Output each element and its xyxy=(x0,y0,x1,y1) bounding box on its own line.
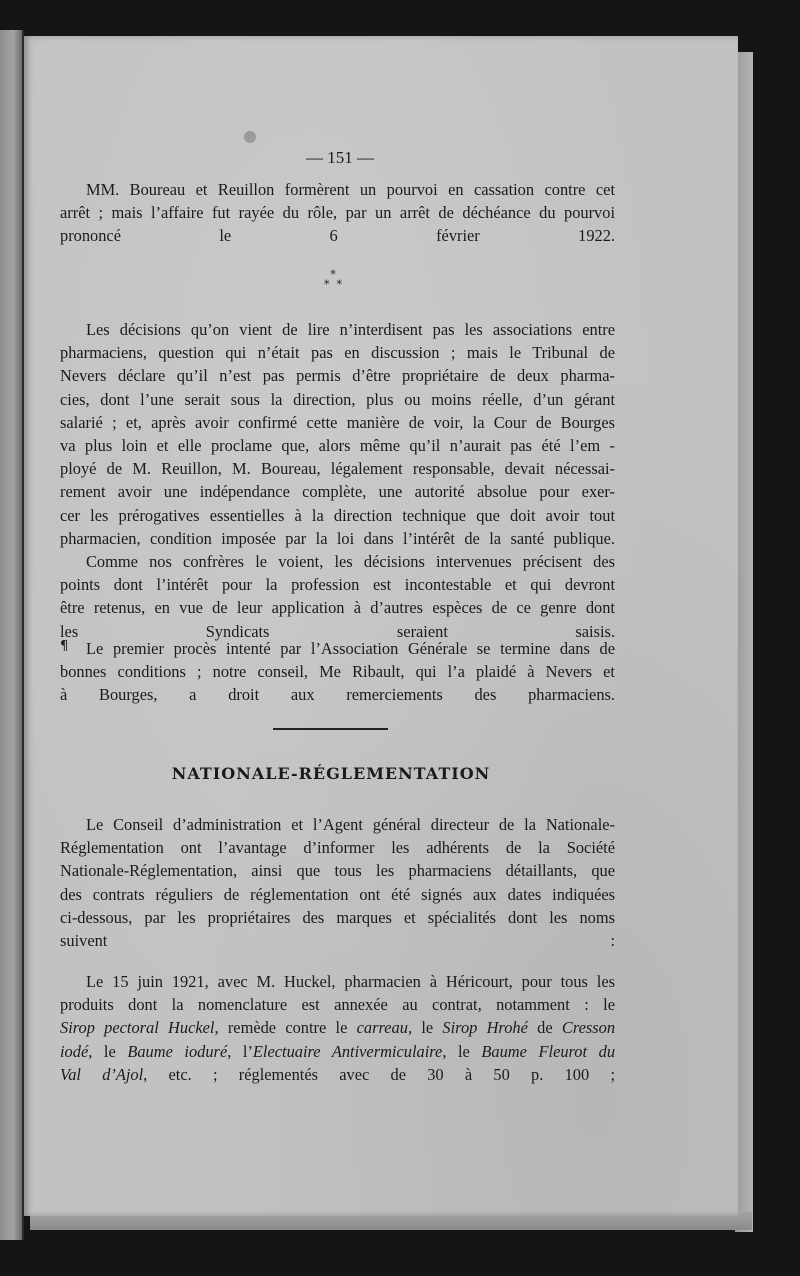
product-name: Cresson xyxy=(561,1018,616,1038)
facing-page-edge xyxy=(0,30,24,1240)
text-line: à Bourges, a droit aux remerciements des pharmaciens. xyxy=(60,685,615,705)
page-number: — 151 — xyxy=(306,148,374,167)
text-line: Réglementation ont l’avantage d’informer les adhérents de la Société xyxy=(60,838,615,858)
text-line: rement avoir une indépendance complète, une autorité absolue pour exer- xyxy=(60,482,615,502)
text-line: ci-dessous, par les propriétaires des marques et spécialités dont les noms xyxy=(60,907,615,927)
paragraph-premier-proces xyxy=(60,637,615,707)
product-name: carreau xyxy=(356,1018,408,1038)
text-run: , le xyxy=(407,1018,443,1038)
product-name: Electuaire Antivermiculaire xyxy=(252,1041,443,1061)
text-run: , le xyxy=(442,1041,482,1061)
paragraph-conseil xyxy=(60,813,615,952)
text-run: de xyxy=(527,1018,562,1038)
text-line: pharmacien, condition imposée par la loi dans l’intérêt de la santé publique. xyxy=(60,528,615,548)
product-name: Sirop Hrohé xyxy=(442,1018,528,1038)
text-line: ployé de M. Reuillon, M. Boureau, légalement responsable, devait nécessai- xyxy=(60,459,615,479)
text-line: salarié ; et, après avoir confirmé cette manière de voir, la Cour de Bourges xyxy=(60,412,615,432)
text-line: points dont l’intérêt pour la profession est incontestable et qui devront xyxy=(60,575,615,595)
text-run: , l’ xyxy=(227,1041,253,1061)
product-name: Baume ioduré xyxy=(127,1041,228,1061)
text-line: Nevers déclare qu’il n’est pas permis d’être propriétaire de deux pharma- xyxy=(60,366,615,386)
text-line: pharmaciens, question qui n’était pas en discussion ; mais le Tribunal de xyxy=(60,343,615,363)
pilcrow-mark: ¶ xyxy=(60,639,69,654)
section-divider xyxy=(273,728,388,730)
paper-stain xyxy=(244,131,256,143)
text-line: Le Conseil d’administration et l’Agent général directeur de la Nationale- xyxy=(86,815,615,834)
paragraph-confreres xyxy=(60,550,615,643)
text-line: MM. Boureau et Reuillon formèrent un pourvoi en cassation contre cet xyxy=(86,180,615,199)
text-line: Le 15 juin 1921, avec M. Huckel, pharmacien à Héricourt, pour tous les xyxy=(86,972,615,991)
product-name: Val d’Ajol xyxy=(60,1064,144,1084)
product-name: Baume Fleurot du xyxy=(481,1041,616,1061)
text-run: , etc. ; réglementés avec de 30 à 50 p. 100 ; xyxy=(143,1064,615,1084)
text-line xyxy=(60,1016,615,1039)
paragraph-decisions xyxy=(60,318,615,550)
text-line: Nationale-Réglementation, ainsi que tous les pharmaciens détaillants, que xyxy=(60,861,615,881)
section-heading: NATIONALE-RÉGLEMENTATION xyxy=(171,764,491,783)
product-name: Sirop pectoral Huckel xyxy=(60,1018,215,1038)
text-line: arrêt ; mais l’affaire fut rayée du rôle, par un arrêt de déchéance du pourvoi xyxy=(60,203,615,223)
text-line: cer les prérogatives essentielles à la direction technique que doit avoir tout xyxy=(60,505,615,525)
text-line: prononcé le 6 février 1922. xyxy=(60,226,615,246)
text-run: , le xyxy=(88,1041,128,1061)
text-line xyxy=(60,1063,615,1086)
text-line: être retenus, en vue de leur application à d’autres espèces de ce genre dont xyxy=(60,598,615,618)
text-line: Le premier procès intenté par l’Association Générale se termine dans de xyxy=(86,639,615,658)
paragraph-huckel xyxy=(60,970,615,1086)
product-name: iodé xyxy=(60,1041,89,1061)
text-run: , remède contre le xyxy=(214,1018,357,1038)
text-line: produits dont la nomenclature est annexée au contrat, notamment : le xyxy=(60,995,615,1015)
text-line: les Syndicats seraient saisis. xyxy=(60,621,615,641)
text-line: bonnes conditions ; notre conseil, Me Ribault, qui l’a plaidé à Nevers et xyxy=(60,662,615,682)
text-line: Les décisions qu’on vient de lire n’interdisent pas les associations entre xyxy=(86,320,615,339)
text-line: suivent : xyxy=(60,930,615,950)
text-line: cies, dont l’une serait sous la direction, plus ou moins réelle, d’un gérant xyxy=(60,389,615,409)
asterism-separator xyxy=(318,270,348,296)
text-line: Comme nos confrères le voient, les décisions intervenues précisent des xyxy=(86,552,615,571)
paragraph-pourvoi xyxy=(60,178,615,248)
asterism-top-star: * xyxy=(330,268,336,281)
asterism-bottom-stars: * * xyxy=(324,278,342,291)
text-line: va plus loin et elle proclame que, alors même qu’il n’aurait pas été l’em - xyxy=(60,435,615,455)
text-line: des contrats réguliers de réglementation ont été signés aux dates indiquées xyxy=(60,884,615,904)
text-line xyxy=(60,1040,615,1063)
